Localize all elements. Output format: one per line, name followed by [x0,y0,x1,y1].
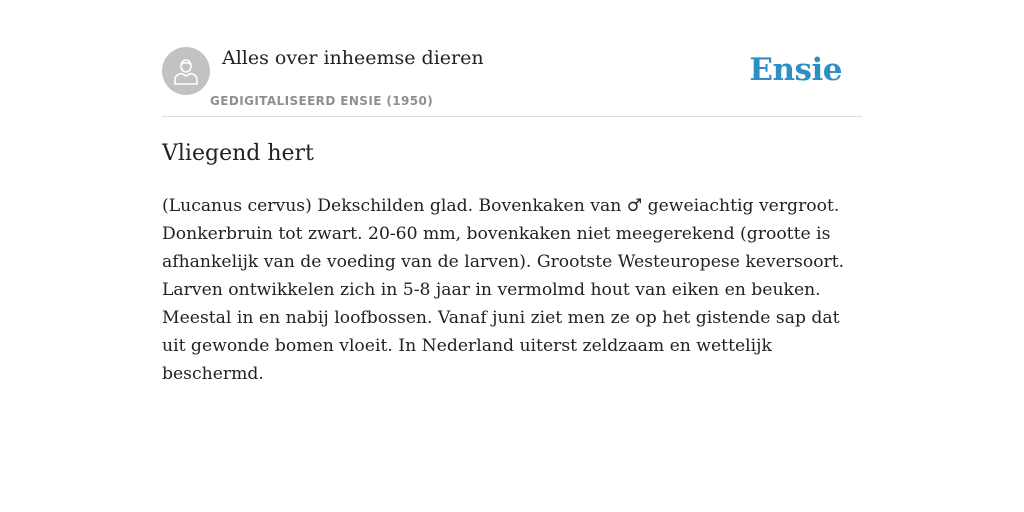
source-subtitle: GEDIGITALISEERD ENSIE (1950) [210,94,434,108]
entry-body: (Lucanus cervus) Dekschilden glad. Bovenkaken van ♂ geweiachtig vergroot. Donkerbruin tot zwart. 20-60 mm, bovenkaken niet meegerekend (grootte is afhankelijk van de voeding van de larven). Grootste Westeuropese keversoort. Larven ontwikkelen zich in 5-8 jaar in vermolmd hout van eiken en beuken. Meestal in en nabij loofbossen. Vanaf juni ziet men ze op het gistende sap dat uit gewonde bomen vloeit. In Nederland uiterst zeldzaam en wettelijk beschermd. [162,196,845,384]
user-icon[interactable] [162,47,210,95]
user-silhouette-icon [173,57,199,85]
entry-title: Vliegend hert [162,141,314,166]
source-header [162,0,862,117]
brand-logo[interactable]: Ensie [749,52,842,88]
source-title[interactable]: Alles over inheemse dieren [222,47,484,69]
